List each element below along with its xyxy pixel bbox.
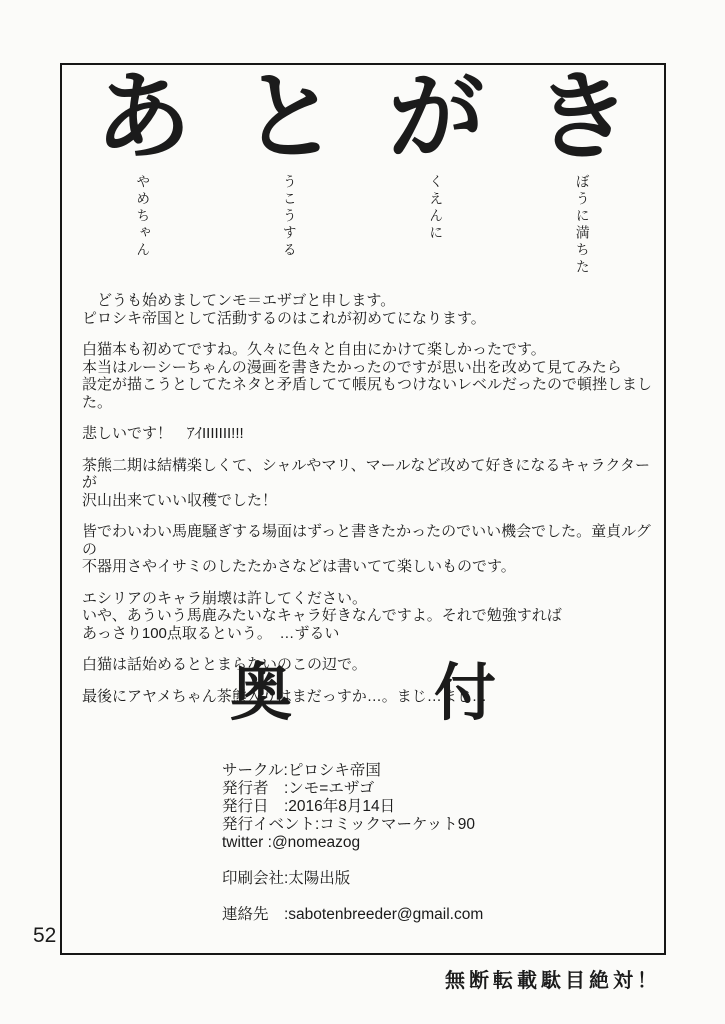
- text-line: あっさり100点取るという。 …ずるい: [82, 624, 340, 642]
- text-line: 茶熊二期は結構楽しくて、シャルやマリ、マールなど改めて好きになるキャラクターが: [82, 456, 651, 491]
- title-char-group: [388, 64, 485, 306]
- no-reproduction-notice: 無断転載駄目絶対！: [445, 970, 661, 992]
- title-char: と: [241, 64, 338, 171]
- colophon-line-contact: 連絡先 :sabotenbreeder@gmail.com: [222, 906, 484, 923]
- colophon-block: [222, 762, 483, 924]
- title-ruby: ぼうに満ちた: [574, 174, 591, 276]
- text-line: どうも始めましてンモ＝エザゴと申します。: [82, 292, 396, 309]
- colophon-line-twitter: twitter :@nomeazog: [222, 834, 361, 851]
- title-ruby: やめちゃん: [135, 174, 152, 259]
- afterword-title: [70, 64, 656, 306]
- title-ruby: くえんに: [428, 174, 445, 242]
- colophon-line-printer: 印刷会社:太陽出版: [222, 870, 351, 887]
- title-char-group: [534, 64, 631, 306]
- afterword-paragraph: [82, 590, 664, 643]
- text-line: 最後にアヤメちゃん茶熊入りはまだっすか…。まじ…まじ…: [82, 687, 487, 705]
- afterword-paragraph: [82, 341, 664, 411]
- text-line: いや、あういう馬鹿みたいなキャラ好きなんですよ。それで勉強すれば: [82, 607, 562, 624]
- title-char-group: [241, 64, 338, 306]
- text-line: 設定が描こうとしてたネタと矛盾してて帳尻もつけないレベルだったので頓挫しました。: [82, 376, 653, 411]
- colophon-line-event: 発行イベント:コミックマーケット90: [222, 816, 475, 833]
- text-line: エシリアのキャラ崩壊は許してください。: [82, 589, 368, 607]
- colophon-line-publisher: 発行者 :ンモ=エザゴ: [222, 780, 375, 797]
- colophon-heading: [60, 660, 666, 728]
- afterword-paragraph: [82, 457, 664, 510]
- page-number: 52: [33, 924, 57, 947]
- text-line: 白猫は話始めるととまらないのこの辺で。: [82, 656, 367, 673]
- text-line: 沢山出来ていい収穫でした！: [82, 491, 278, 509]
- title-char: あ: [95, 64, 192, 171]
- title-char: が: [388, 64, 485, 171]
- colophon-line-circle: サークル:ピロシキ帝国: [222, 762, 381, 779]
- colophon-heading-char: 付: [434, 660, 497, 728]
- colophon-heading-char: 奥: [229, 660, 292, 728]
- text-line: 白猫本も初めてですね。久々に色々と自由にかけて楽しかったです。: [82, 341, 546, 358]
- afterword-paragraph: [82, 425, 664, 443]
- title-ruby: うこうする: [281, 174, 298, 259]
- text-line: 皆でわいわい馬鹿騒ぎする場面はずっと書きたかったのでいい機会でした。童貞ルグの: [82, 523, 651, 558]
- text-line: ピロシキ帝国として活動するのはこれが初めてになります。: [82, 309, 486, 327]
- title-char: き: [534, 64, 631, 171]
- text-line: 悲しいです！ ｱｲIIIIIII!!!: [82, 425, 244, 442]
- afterword-body: [82, 292, 664, 719]
- afterword-paragraph: [82, 292, 664, 327]
- text-line: 本当はルーシーちゃんの漫画を書きたかったのですが思い出を改めて見てみたら: [82, 358, 622, 376]
- afterword-paragraph: [82, 523, 664, 576]
- text-line: 不器用さやイサミのしたたかさなどは書いてて楽しいものです。: [82, 558, 516, 575]
- title-char-group: [95, 64, 192, 306]
- colophon-line-date: 発行日 :2016年8月14日: [222, 798, 396, 815]
